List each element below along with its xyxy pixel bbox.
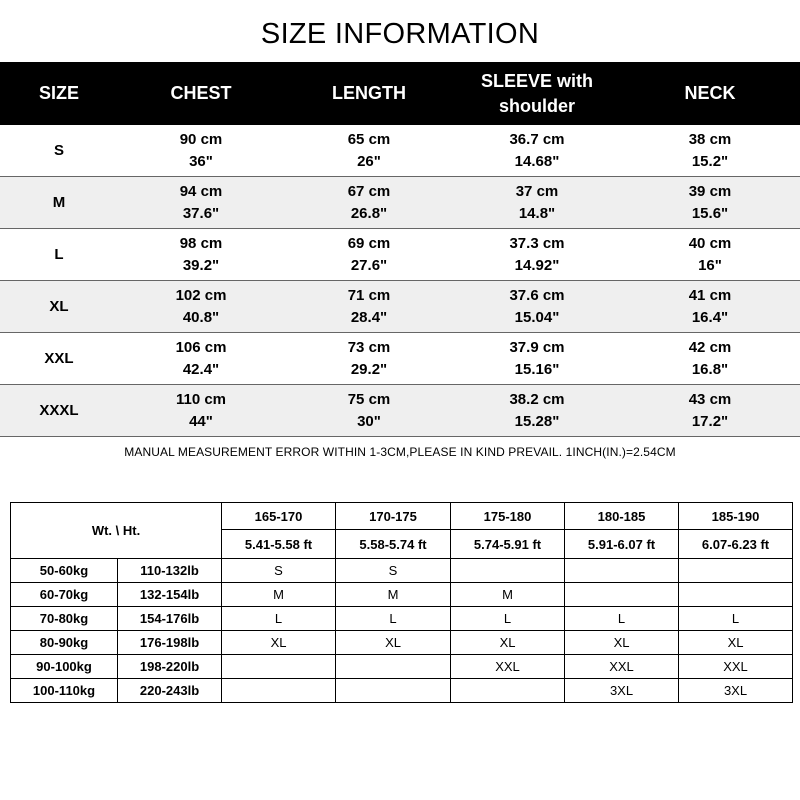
neck-cm-value: 38 cm (688, 130, 732, 148)
header-chest: CHEST (118, 62, 284, 125)
corner-label: Wt. \ Ht. (11, 503, 222, 559)
recommended-size-cell (336, 655, 451, 679)
weight-kg-cell: 70-80kg (11, 607, 118, 631)
neck-cm-value: 41 cm (688, 286, 732, 304)
header-size: SIZE (0, 62, 118, 125)
neck-inch-value: 15.6" (691, 204, 729, 222)
chest-cm-value: 98 cm (179, 234, 223, 252)
weight-kg-cell: 80-90kg (11, 631, 118, 655)
recommended-size-cell: L (451, 607, 565, 631)
header-sleeve (454, 62, 620, 125)
chest-cm-value: 94 cm (179, 182, 223, 200)
length-cell (284, 229, 454, 281)
length-cm-value: 75 cm (347, 390, 391, 408)
chest-inch-value: 42.4" (182, 360, 220, 378)
sleeve-inch-value: 15.28" (514, 412, 560, 430)
recommended-size-cell: XXL (451, 655, 565, 679)
height-ft-cell: 5.91-6.07 ft (565, 530, 679, 559)
recommended-size-cell: S (336, 559, 451, 583)
neck-cm-value: 43 cm (688, 390, 732, 408)
weight-row (11, 631, 793, 655)
recommended-size-cell: S (222, 559, 336, 583)
neck-cell (620, 177, 800, 229)
weight-row (11, 583, 793, 607)
recommended-size-cell: M (336, 583, 451, 607)
length-cm-value: 67 cm (347, 182, 391, 200)
height-cm-cell: 165-170 (222, 503, 336, 530)
chest-inch-value: 44" (189, 412, 213, 430)
weight-row (11, 679, 793, 703)
chest-cm-value: 106 cm (175, 338, 227, 356)
recommended-size-cell (451, 559, 565, 583)
recommended-size-cell: XL (679, 631, 793, 655)
recommended-size-cell: L (222, 607, 336, 631)
height-ft-cell: 5.74-5.91 ft (451, 530, 565, 559)
length-cm-value: 69 cm (347, 234, 391, 252)
recommended-size-cell (336, 679, 451, 703)
page-title: SIZE INFORMATION (260, 18, 540, 50)
recommended-size-cell: 3XL (565, 679, 679, 703)
header-length: LENGTH (284, 62, 454, 125)
sleeve-cell (454, 125, 620, 177)
neck-cm-value: 42 cm (688, 338, 732, 356)
recommended-size-cell: L (679, 607, 793, 631)
length-cell (284, 385, 454, 437)
sleeve-inch-value: 14.92" (514, 256, 560, 274)
sleeve-cell (454, 177, 620, 229)
weight-row (11, 655, 793, 679)
header-sleeve-line-1: SLEEVE with (480, 70, 594, 91)
chest-cell (118, 125, 284, 177)
height-cm-cell: 185-190 (679, 503, 793, 530)
size-label: XL (0, 281, 118, 333)
weight-row (11, 607, 793, 631)
sleeve-cm-value: 37 cm (515, 182, 559, 200)
length-inch-value: 28.4" (350, 308, 388, 326)
weight-kg-cell: 100-110kg (11, 679, 118, 703)
size-measurement-table (0, 62, 800, 437)
sleeve-inch-value: 14.8" (518, 204, 556, 222)
neck-cm-value: 39 cm (688, 182, 732, 200)
size-row (0, 125, 800, 177)
sleeve-cell (454, 385, 620, 437)
neck-inch-value: 17.2" (691, 412, 729, 430)
length-inch-value: 30" (357, 412, 381, 430)
sleeve-cell (454, 333, 620, 385)
weight-kg-cell: 90-100kg (11, 655, 118, 679)
chest-cell (118, 229, 284, 281)
weight-kg-cell: 50-60kg (11, 559, 118, 583)
weight-lb-cell: 110-132lb (118, 559, 222, 583)
sleeve-cm-value: 38.2 cm (509, 390, 565, 408)
length-cm-value: 65 cm (347, 130, 391, 148)
neck-inch-value: 16.8" (691, 360, 729, 378)
height-ft-cell: 6.07-6.23 ft (679, 530, 793, 559)
neck-inch-value: 15.2" (691, 152, 729, 170)
size-label: M (0, 177, 118, 229)
sleeve-inch-value: 15.04" (514, 308, 560, 326)
recommended-size-cell: XL (565, 631, 679, 655)
size-row (0, 385, 800, 437)
neck-inch-value: 16" (698, 256, 722, 274)
neck-cell (620, 281, 800, 333)
chest-cm-value: 110 cm (175, 390, 227, 408)
length-cell (284, 333, 454, 385)
chest-cm-value: 90 cm (179, 130, 223, 148)
size-label: L (0, 229, 118, 281)
recommended-size-cell: XL (222, 631, 336, 655)
neck-cm-value: 40 cm (688, 234, 732, 252)
size-row (0, 229, 800, 281)
recommended-size-cell: 3XL (679, 679, 793, 703)
weight-lb-cell: 220-243lb (118, 679, 222, 703)
length-cm-value: 71 cm (347, 286, 391, 304)
size-table-header-row (0, 62, 800, 125)
neck-cell (620, 385, 800, 437)
weight-lb-cell: 132-154lb (118, 583, 222, 607)
height-ft-cell: 5.58-5.74 ft (336, 530, 451, 559)
header-neck: NECK (620, 62, 800, 125)
weight-row (11, 559, 793, 583)
recommended-size-cell: M (451, 583, 565, 607)
recommended-size-cell (451, 679, 565, 703)
sleeve-cell (454, 281, 620, 333)
chest-cell (118, 333, 284, 385)
height-cm-cell: 180-185 (565, 503, 679, 530)
length-inch-value: 29.2" (350, 360, 388, 378)
neck-inch-value: 16.4" (691, 308, 729, 326)
chest-inch-value: 37.6" (182, 204, 220, 222)
weight-lb-cell: 198-220lb (118, 655, 222, 679)
weight-height-table (10, 502, 793, 703)
recommended-size-cell: XXL (679, 655, 793, 679)
chest-cell (118, 281, 284, 333)
recommended-size-cell: L (336, 607, 451, 631)
recommended-size-cell: XXL (565, 655, 679, 679)
size-row (0, 333, 800, 385)
height-cm-cell: 175-180 (451, 503, 565, 530)
chest-inch-value: 39.2" (182, 256, 220, 274)
recommended-size-cell: M (222, 583, 336, 607)
height-ft-cell: 5.41-5.58 ft (222, 530, 336, 559)
recommended-size-cell (565, 559, 679, 583)
length-inch-value: 27.6" (350, 256, 388, 274)
recommended-size-cell: L (565, 607, 679, 631)
sleeve-cell (454, 229, 620, 281)
height-cm-header-row (11, 503, 793, 530)
chest-cell (118, 177, 284, 229)
length-cell (284, 125, 454, 177)
length-inch-value: 26" (357, 152, 381, 170)
size-row (0, 281, 800, 333)
recommended-size-cell (679, 583, 793, 607)
height-cm-cell: 170-175 (336, 503, 451, 530)
neck-cell (620, 333, 800, 385)
chest-inch-value: 36" (189, 152, 213, 170)
sleeve-inch-value: 14.68" (514, 152, 560, 170)
recommended-size-cell (565, 583, 679, 607)
chest-inch-value: 40.8" (182, 308, 220, 326)
measurement-note: MANUAL MEASUREMENT ERROR WITHIN 1-3CM,PLEASE IN KIND PREVAIL. 1INCH(IN.)=2.54CM (124, 445, 676, 459)
size-label: XXXL (0, 385, 118, 437)
header-sleeve-line-2: shoulder (498, 95, 575, 116)
sleeve-cm-value: 36.7 cm (509, 130, 565, 148)
sleeve-cm-value: 37.3 cm (509, 234, 565, 252)
length-inch-value: 26.8" (350, 204, 388, 222)
sleeve-cm-value: 37.9 cm (509, 338, 565, 356)
length-cm-value: 73 cm (347, 338, 391, 356)
size-label: S (0, 125, 118, 177)
recommended-size-cell: XL (451, 631, 565, 655)
weight-kg-cell: 60-70kg (11, 583, 118, 607)
chest-cm-value: 102 cm (175, 286, 227, 304)
neck-cell (620, 229, 800, 281)
chest-cell (118, 385, 284, 437)
size-row (0, 177, 800, 229)
sleeve-cm-value: 37.6 cm (509, 286, 565, 304)
sleeve-inch-value: 15.16" (514, 360, 560, 378)
weight-lb-cell: 176-198lb (118, 631, 222, 655)
recommended-size-cell: XL (336, 631, 451, 655)
length-cell (284, 281, 454, 333)
length-cell (284, 177, 454, 229)
weight-lb-cell: 154-176lb (118, 607, 222, 631)
recommended-size-cell (679, 559, 793, 583)
recommended-size-cell (222, 655, 336, 679)
size-label: XXL (0, 333, 118, 385)
recommended-size-cell (222, 679, 336, 703)
neck-cell (620, 125, 800, 177)
